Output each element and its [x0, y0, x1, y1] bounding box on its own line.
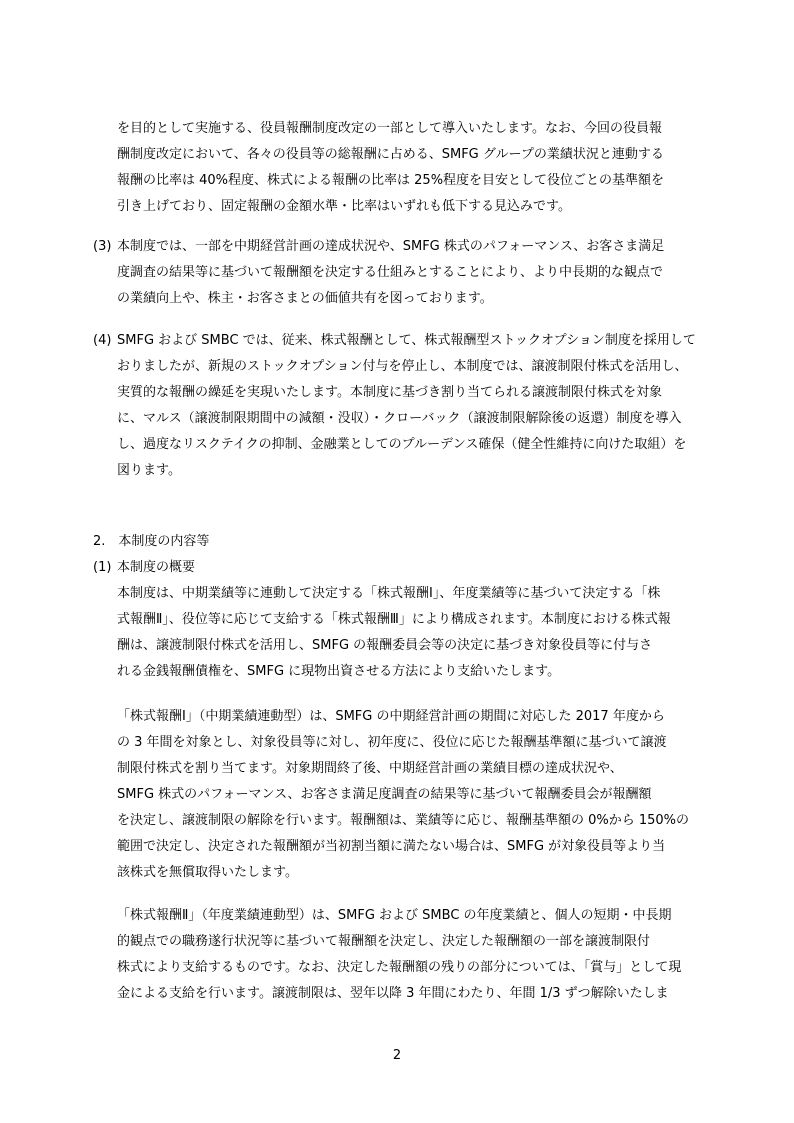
overview-paragraph-2	[117, 704, 689, 886]
item-3-paragraph	[117, 234, 664, 312]
text-line: の 3 年間を対象とし、対象役員等に対し、初年度に、役位に応じた報酬基準額に基づいて譲渡	[117, 735, 667, 750]
item-4-paragraph	[117, 328, 696, 484]
text-line: 式報酬Ⅱ」、役位等に応じて支給する「株式報酬Ⅲ」により構成されます。本制度における株式報	[117, 612, 671, 627]
section-2-heading: 2. 本制度の内容等	[93, 534, 210, 549]
text-line: SMFG 株式のパフォーマンス、お客さま満足度調査の結果等に基づいて報酬委員会が報酬額	[117, 787, 652, 802]
text-line: 図ります。	[117, 463, 181, 478]
text-line: 金による支給を行います。譲渡制限は、翌年以降 3 年間にわたり、年間 1/3 ずつ解除いたしま	[117, 986, 669, 1001]
text-line: 報酬の比率は 40%程度、株式による報酬の比率は 25%程度を目安として役位ごとの基準額を	[117, 173, 665, 188]
page-number: 2	[392, 1048, 402, 1063]
subsection-1-heading: 本制度の概要	[117, 560, 196, 575]
text-line: 範囲で決定し、決定された報酬額が当初割当額に満たない場合は、SMFG が対象役員等より当	[117, 839, 666, 854]
text-line: 本制度は、中期業績等に連動して決定する「株式報酬Ⅰ」、年度業績等に基づいて決定する「株	[117, 586, 661, 601]
text-line: の業績向上や、株主・お客さまとの価値共有を図っております。	[117, 291, 493, 306]
text-line: 酬は、譲渡制限付株式を活用し、SMFG の報酬委員会等の決定に基づき対象役員等に付与さ	[117, 638, 653, 653]
text-line: れる金銭報酬債権を、SMFG に現物出資させる方法により支給いたします。	[117, 664, 561, 679]
text-line: 「株式報酬Ⅱ」（年度業績連動型）は、SMFG および SMBC の年度業績と、個人の短期・中長期	[117, 908, 672, 923]
text-line: 度調査の結果等に基づいて報酬額を決定する仕組みとすることにより、より中長期的な観点で	[117, 265, 664, 280]
item-4-label: (4)	[93, 333, 112, 348]
intro-paragraph	[117, 116, 664, 220]
subsection-1-label: (1)	[93, 560, 112, 575]
text-line: 的観点での職務遂行状況等に基づいて報酬額を決定し、決定した報酬額の一部を譲渡制限付	[117, 934, 651, 949]
text-line: 制限付株式を割り当てます。対象期間終了後、中期経営計画の業績目標の達成状況や、	[117, 761, 623, 776]
text-line: に、マルス（譲渡制限期間中の減額・没収）・クローバック（譲渡制限解除後の返還）制度を導入	[117, 411, 682, 426]
text-line: 株式により支給するものです。なお、決定した報酬額の残りの部分については、「賞与」として現	[117, 960, 682, 975]
text-line: を決定し、譲渡制限の解除を行います。報酬額は、業績等に応じ、報酬基準額の 0%から 150%の	[117, 813, 690, 828]
text-line: 引き上げており、固定報酬の金額水準・比率はいずれも低下する見込みです。	[117, 199, 571, 214]
text-line: おりましたが、新規のストックオプション付与を停止し、本制度では、譲渡制限付株式を活用し、	[117, 359, 688, 374]
text-line: 実質的な報酬の繰延を実現いたします。本制度に基づき割り当てられる譲渡制限付株式を対象	[117, 385, 662, 400]
text-line: SMFG および SMBC では、従来、株式報酬として、株式報酬型ストックオプション制度を採用して	[117, 333, 696, 348]
text-line: し、過度なリスクテイクの抑制、金融業としてのプルーデンス確保（健全性維持に向けた取組）を	[117, 437, 687, 452]
text-line: 該株式を無償取得いたします。	[117, 865, 298, 880]
overview-paragraph-1	[117, 581, 671, 685]
text-line: 本制度では、一部を中期経営計画の達成状況や、SMFG 株式のパフォーマンス、お客さま満足	[117, 239, 665, 254]
item-3-label: (3)	[93, 239, 112, 254]
overview-paragraph-3	[117, 903, 681, 1007]
text-line: 酬制度改定において、各々の役員等の総報酬に占める、SMFG グループの業績状況と連動する	[117, 147, 664, 162]
text-line: 「株式報酬Ⅰ」（中期業績連動型）は、SMFG の中期経営計画の期間に対応した 2017 年度から	[117, 709, 665, 724]
text-line: を目的として実施する、役員報酬制度改定の一部として導入いたします。なお、今回の役員報	[117, 121, 662, 136]
